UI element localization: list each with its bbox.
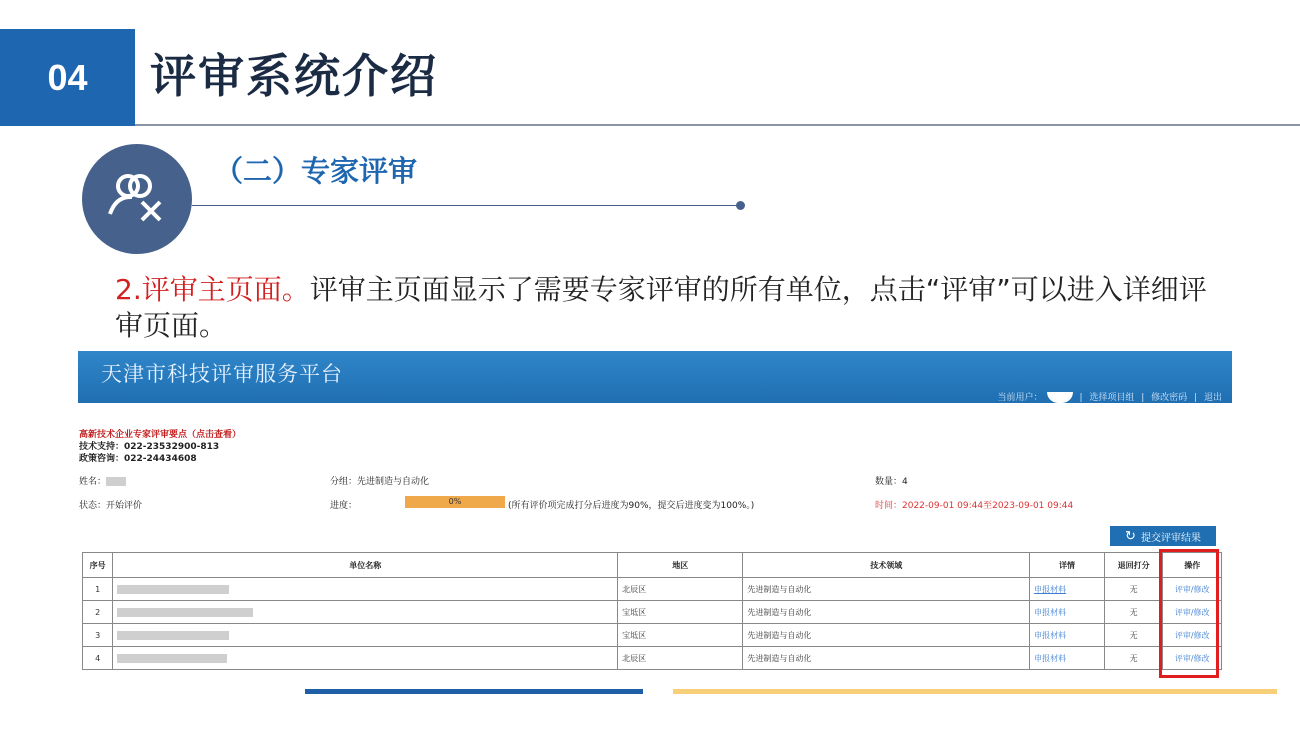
- unit-name-redacted: [113, 601, 618, 624]
- footer-bar-gold: [673, 689, 1277, 694]
- description-text: 评审主页面显示了需要专家评审的所有单位，点击“评审”可以进入详细评审页面。: [115, 273, 1207, 342]
- refresh-icon: ↻: [1125, 528, 1136, 543]
- row-no: 1: [83, 578, 113, 601]
- description: [115, 272, 1215, 344]
- subsection-badge: [82, 144, 192, 254]
- col-header-detail: 详情: [1030, 553, 1105, 578]
- col-header-returned: 退回打分: [1104, 553, 1163, 578]
- detail-link[interactable]: 申报材料: [1034, 653, 1067, 663]
- col-header-region: 地区: [618, 553, 743, 578]
- table-row: [83, 601, 1222, 624]
- user-tools-icon: [102, 164, 172, 234]
- action-column-highlight: [1159, 549, 1219, 678]
- row-no: 4: [83, 647, 113, 670]
- detail-link[interactable]: 申报材料: [1034, 607, 1067, 617]
- expert-name: [79, 474, 126, 487]
- section-title: 评审系统介绍: [150, 49, 438, 103]
- state-label: 状态：开始评价: [79, 501, 143, 511]
- review-guide-link[interactable]: 高新技术企业专家评审要点（点击查看）: [79, 430, 242, 440]
- row-returned: 无: [1104, 578, 1163, 601]
- col-header-no: 序号: [83, 553, 113, 578]
- review-edit-link[interactable]: 评审/修改: [1174, 653, 1210, 663]
- row-region: 北辰区: [618, 647, 743, 670]
- progress-note: (所有评价项完成打分后进度为90%，提交后进度变为100%。): [508, 501, 755, 511]
- count-label: 数量：4: [875, 477, 908, 487]
- progress-text: 0%: [448, 497, 462, 506]
- review-table: [82, 552, 1222, 670]
- change-password-link[interactable]: 修改密码: [1151, 393, 1188, 403]
- platform-header: [78, 351, 1232, 403]
- subsection-dot: [736, 201, 745, 210]
- policy-consult: 政策咨询：022-24434608: [79, 454, 197, 464]
- row-no: 3: [83, 624, 113, 647]
- current-user-label: 当前用户：: [997, 393, 1043, 403]
- platform-screenshot: [78, 351, 1232, 683]
- review-edit-link[interactable]: 评审/修改: [1174, 607, 1210, 617]
- row-no: 2: [83, 601, 113, 624]
- row-returned: 无: [1104, 601, 1163, 624]
- col-header-action: 操作: [1163, 553, 1222, 578]
- row-returned: 无: [1104, 624, 1163, 647]
- footer-bar-blue: [305, 689, 643, 694]
- review-edit-link[interactable]: 评审/修改: [1174, 630, 1210, 640]
- row-region: 北辰区: [618, 578, 743, 601]
- row-field: 先进制造与自动化: [743, 647, 1030, 670]
- table-header: [83, 553, 1222, 578]
- header-divider: [135, 124, 1300, 126]
- section-number: 04: [0, 29, 135, 126]
- name-redacted: [106, 477, 126, 486]
- progress-bar: [405, 496, 505, 508]
- review-edit-link[interactable]: 评审/修改: [1174, 584, 1210, 594]
- name-label: 姓名：: [79, 477, 107, 487]
- table-row: [83, 624, 1222, 647]
- table-row: [83, 647, 1222, 670]
- col-header-field: 技术领域: [743, 553, 1030, 578]
- col-header-unit: 单位名称: [113, 553, 618, 578]
- select-group-link[interactable]: 选择项目组: [1089, 393, 1135, 403]
- user-links: 当前用户： | 选择项目组 | 修改密码 | 退出: [997, 393, 1222, 403]
- submit-results-label: 提交评审结果: [1140, 532, 1201, 544]
- progress-label: 进度：: [330, 501, 358, 511]
- time-range: 时间：2022-09-01 09:44至2023-09-01 09:44: [875, 501, 1074, 511]
- group-label: 分组：先进制造与自动化: [330, 477, 430, 487]
- unit-name-redacted: [113, 647, 618, 670]
- unit-name-redacted: [113, 624, 618, 647]
- submit-results-button[interactable]: [1110, 526, 1216, 546]
- detail-link[interactable]: 申报材料: [1034, 584, 1067, 594]
- subsection-title: （二）专家评审: [214, 154, 418, 188]
- table-row: [83, 578, 1222, 601]
- unit-name-redacted: [113, 578, 618, 601]
- row-returned: 无: [1104, 647, 1163, 670]
- user-avatar: [1047, 392, 1073, 403]
- detail-link[interactable]: 申报材料: [1034, 630, 1067, 640]
- subsection-underline: [192, 205, 740, 206]
- tech-support: 技术支持：022-23532900-813: [79, 442, 220, 452]
- row-region: 宝坻区: [618, 624, 743, 647]
- row-region: 宝坻区: [618, 601, 743, 624]
- row-field: 先进制造与自动化: [743, 601, 1030, 624]
- row-field: 先进制造与自动化: [743, 578, 1030, 601]
- logout-link[interactable]: 退出: [1203, 393, 1222, 403]
- platform-title: 天津市科技评审服务平台: [101, 362, 343, 386]
- description-highlight: 2.评审主页面。: [115, 273, 310, 306]
- row-field: 先进制造与自动化: [743, 624, 1030, 647]
